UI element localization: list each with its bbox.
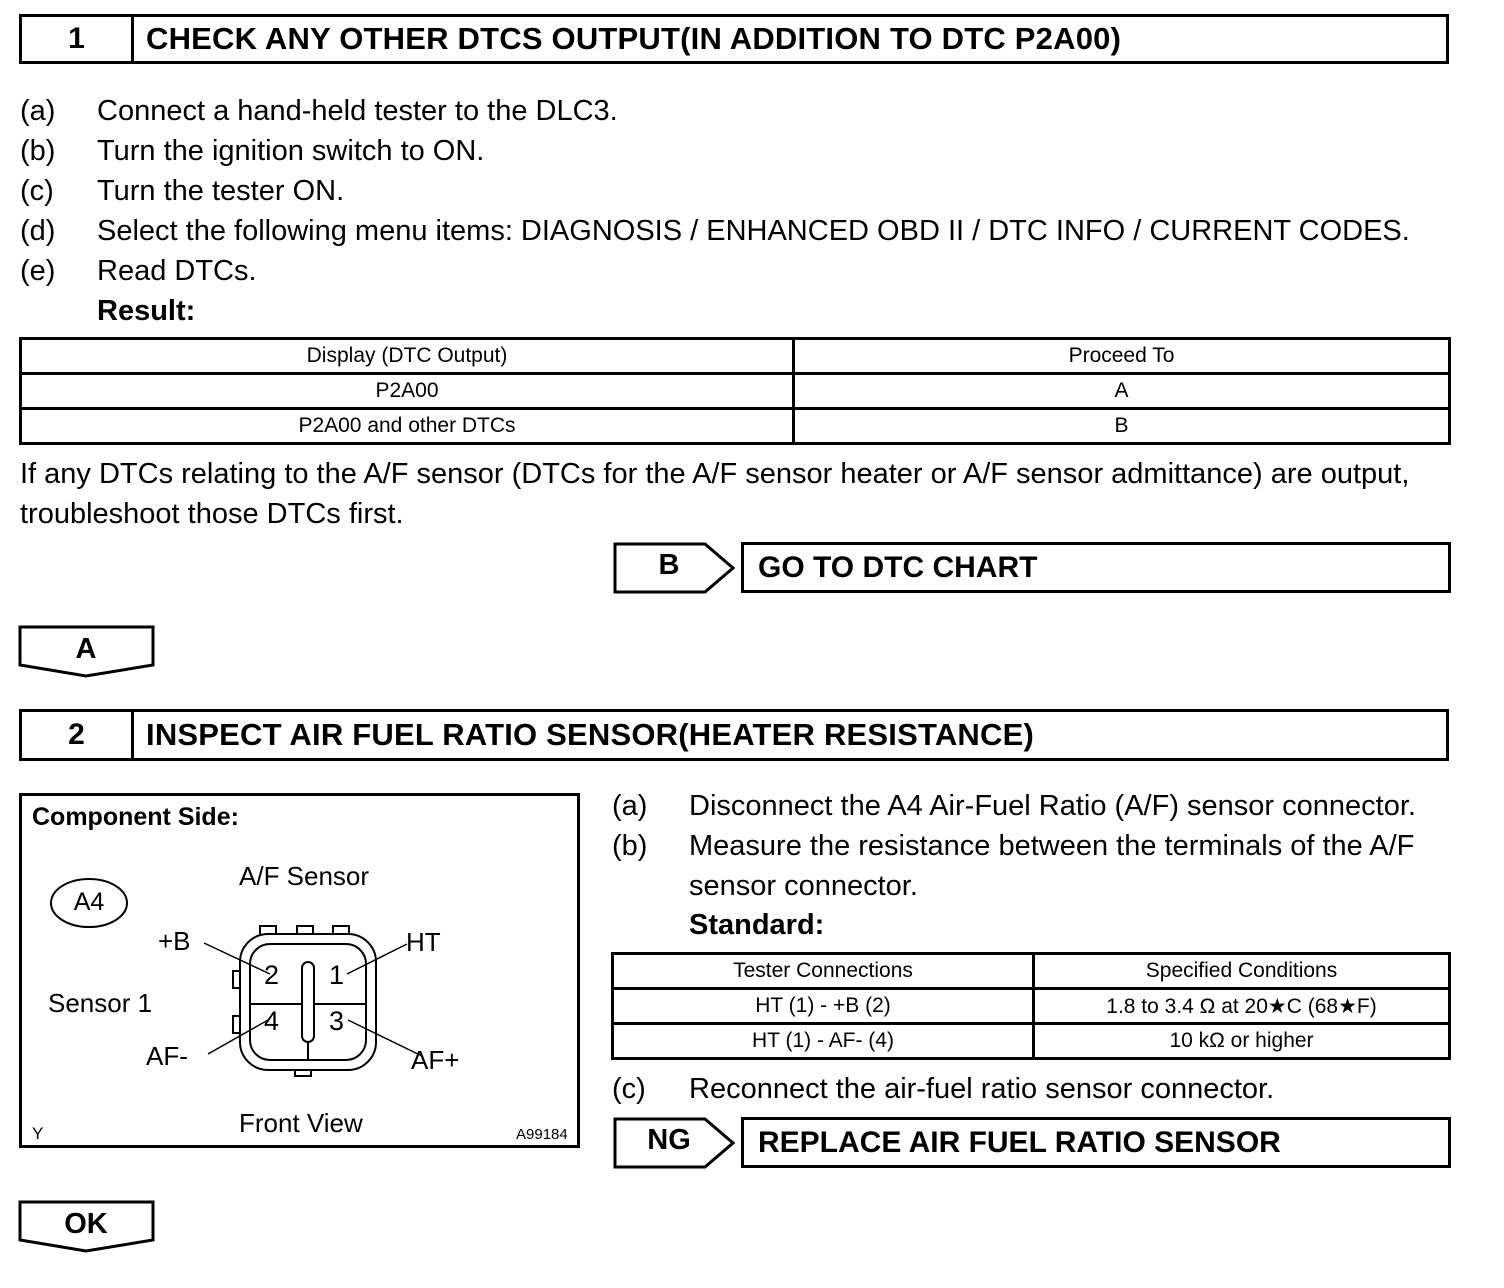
- branch-ok-code: OK: [64, 1208, 108, 1240]
- result-label: Result:: [97, 295, 196, 327]
- pin-4: 4: [264, 1006, 280, 1036]
- branch-ng-code: NG: [647, 1124, 691, 1156]
- table-row: [613, 954, 1450, 989]
- step-2-title: INSPECT AIR FUEL RATIO SENSOR(HEATER RESISTANCE): [146, 717, 1034, 752]
- branch-a-code: A: [75, 633, 97, 665]
- pin-label-plus-b: +B: [158, 926, 191, 956]
- branch-b-code: B: [658, 549, 680, 581]
- figure-id: A99184: [516, 1126, 568, 1143]
- standard-label: Standard:: [689, 909, 825, 941]
- table-header-cell: Tester Connections: [613, 954, 1034, 989]
- table-header-cell: Proceed To: [794, 339, 1450, 374]
- table-cell: HT (1) - AF- (4): [613, 1024, 1034, 1059]
- branch-ng-destination: REPLACE AIR FUEL RATIO SENSOR: [741, 1117, 1451, 1168]
- pin-3: 3: [329, 1006, 345, 1036]
- standard-table: [611, 952, 1451, 1060]
- pin-1: 1: [329, 960, 345, 990]
- step-1-title: CHECK ANY OTHER DTCS OUTPUT(IN ADDITION TO DTC P2A00): [146, 21, 1122, 56]
- table-cell: 10 kΩ or higher: [1034, 1024, 1450, 1059]
- step-2-item-b-cont: sensor connector.: [689, 870, 918, 902]
- table-cell: HT (1) - +B (2): [613, 989, 1034, 1024]
- step-2-number: 2: [22, 712, 134, 758]
- pin-label-af-plus: AF+: [411, 1045, 460, 1075]
- connector-id: A4: [73, 888, 105, 916]
- step-1-number: 1: [22, 17, 134, 61]
- table-header-cell: Display (DTC Output): [21, 339, 794, 374]
- pin-2: 2: [264, 960, 280, 990]
- pin-label-ht: HT: [406, 927, 441, 957]
- connector-figure: [19, 793, 580, 1148]
- table-cell: 1.8 to 3.4 Ω at 20★C (68★F): [1034, 989, 1450, 1024]
- step-2-header: [19, 709, 1449, 761]
- result-table: [19, 337, 1451, 445]
- corner-code: Y: [32, 1124, 44, 1143]
- note-line-1: If any DTCs relating to the A/F sensor (DTCs for the A/F sensor heater or A/F sensor admittance) are output,: [20, 458, 1410, 490]
- branch-b-destination: GO TO DTC CHART: [741, 542, 1451, 593]
- table-row: [21, 339, 1450, 374]
- pin-label-af-minus: AF-: [146, 1041, 188, 1071]
- table-cell: P2A00 and other DTCs: [21, 409, 794, 444]
- view-label: Front View: [239, 1108, 363, 1138]
- note-line-2: troubleshoot those DTCs first.: [20, 498, 404, 530]
- step-1-header: [19, 14, 1449, 64]
- table-row: [613, 989, 1450, 1024]
- table-cell: P2A00: [21, 374, 794, 409]
- table-row: [21, 374, 1450, 409]
- sensor-name-label: A/F Sensor: [239, 861, 370, 891]
- table-cell: B: [794, 409, 1450, 444]
- sensor-position-label: Sensor 1: [48, 988, 153, 1018]
- table-row: [613, 1024, 1450, 1059]
- table-header-cell: Specified Conditions: [1034, 954, 1450, 989]
- table-cell: A: [794, 374, 1450, 409]
- figure-heading: Component Side:: [32, 803, 239, 831]
- connector-drawing: [192, 916, 432, 1086]
- table-row: [21, 409, 1450, 444]
